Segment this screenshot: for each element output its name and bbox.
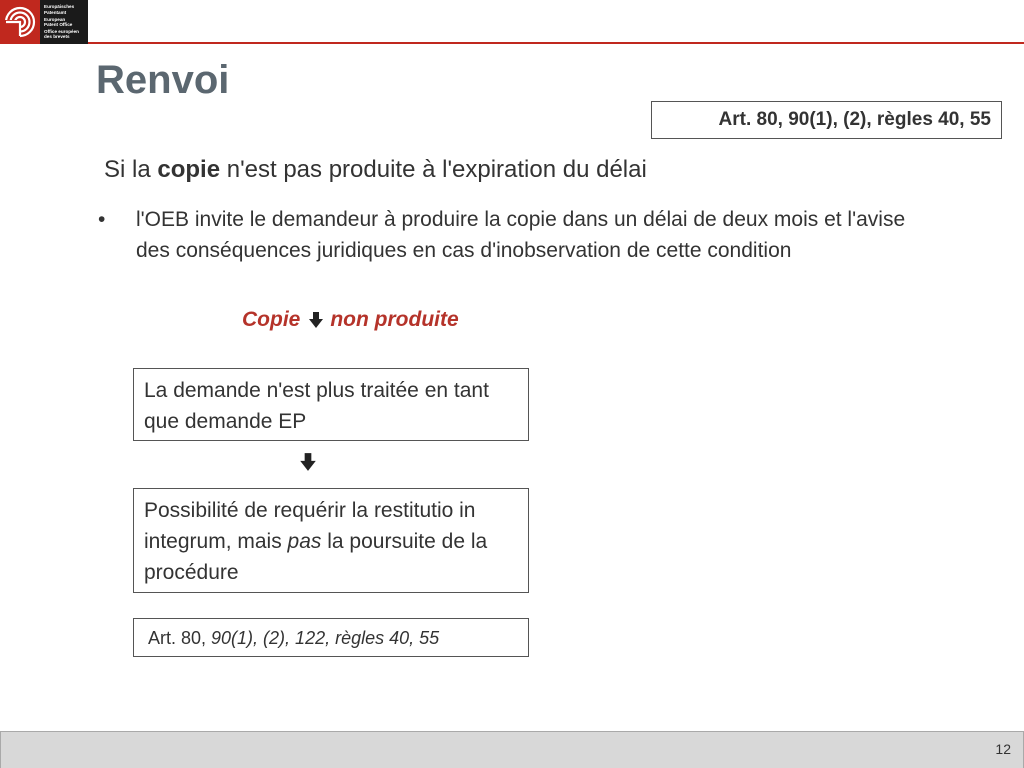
reference-italic: 90(1), (2), 122, règles 40, 55 (211, 628, 440, 648)
slide-subtitle (104, 154, 647, 186)
bullet-text: l'OEB invite le demandeur à produire la copie dans un délai de deux mois et l'avise des conséquences juridiques en cas d'inobservation de cette condition (136, 208, 906, 262)
remedy-emphasis: pas (287, 530, 322, 553)
logo-line: Office européen (44, 29, 79, 35)
epo-logo-icon (0, 0, 40, 44)
subtitle-suffix: n'est pas produite à l'expiration du délai (220, 156, 647, 183)
bullet-item (96, 204, 936, 266)
legal-reference-top: Art. 80, 90(1), (2), règles 40, 55 (651, 101, 1002, 139)
subtitle-prefix: Si la (104, 156, 158, 183)
logo-line: Patentamt (44, 9, 67, 15)
logo-line: Patent Office (44, 22, 73, 27)
epo-logo (0, 0, 88, 44)
remedy-box (133, 488, 529, 593)
logo-line: des brevets (44, 34, 70, 40)
bullet-marker: • (98, 208, 106, 231)
consequence-text: La demande n'est plus traitée en tant que demande EP (144, 379, 489, 433)
slide-title: Renvoi (96, 58, 230, 102)
down-arrow-icon (298, 452, 318, 472)
status-left: Copie (242, 308, 301, 331)
epo-logo-text (40, 4, 79, 39)
reference-prefix: Art. 80, (148, 628, 212, 648)
consequence-box (133, 368, 529, 441)
down-arrow-icon (308, 311, 324, 329)
footer-bar (0, 731, 1024, 768)
status-right: non produite (330, 308, 459, 331)
status-line (242, 304, 459, 336)
legal-reference-bottom (133, 618, 529, 657)
page-number: 12 (995, 741, 1011, 757)
remedy-text-part2: la poursuite de la procédure (144, 530, 488, 584)
logo-line: European (44, 16, 66, 22)
header-divider (88, 42, 1024, 44)
remedy-text-part1: Possibilité de requérir la restitutio in integrum, mais (144, 499, 476, 553)
subtitle-emphasis: copie (157, 156, 221, 183)
logo-line: Europäisches (44, 4, 75, 10)
